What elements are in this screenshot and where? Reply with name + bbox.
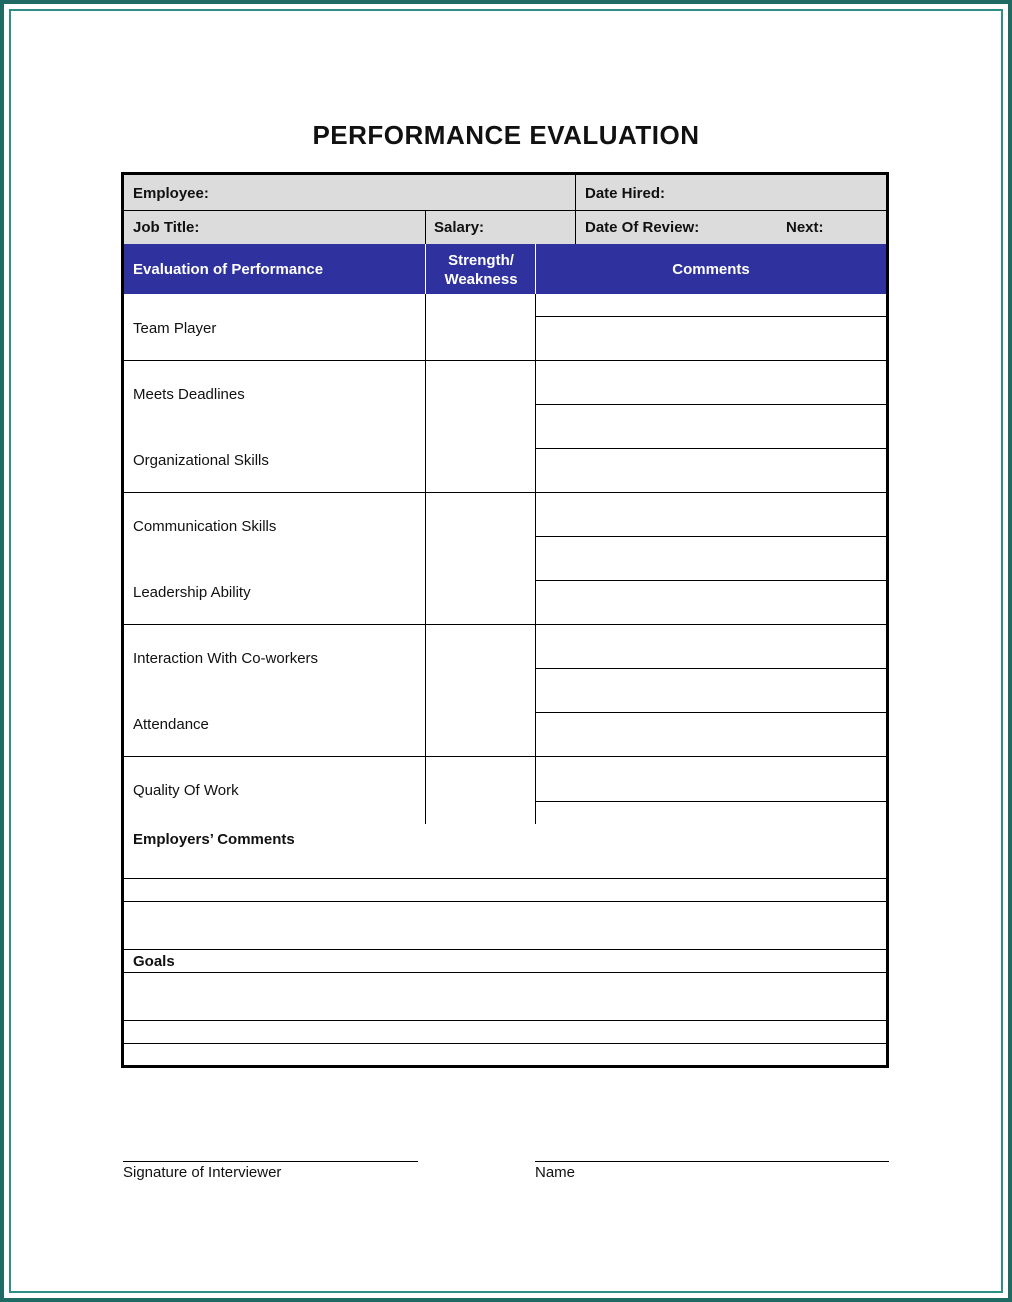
evaluation-header: Evaluation of Performance — [133, 261, 324, 278]
criterion-attendance: Attendance — [133, 716, 209, 733]
job-title-field[interactable]: Job Title: — [133, 219, 200, 236]
form-title: PERFORMANCE EVALUATION — [312, 120, 700, 150]
criterion-team-player: Team Player — [133, 320, 217, 337]
name-label: Name — [535, 1164, 576, 1181]
criterion-communication-skills: Communication Skills — [133, 518, 277, 535]
employers-comments-label: Employers’ Comments — [133, 831, 295, 848]
criterion-interaction-with-co-workers: Interaction With Co-workers — [133, 650, 319, 667]
interviewer-signature-label: Signature of Interviewer — [123, 1164, 282, 1181]
goals-label: Goals — [133, 953, 175, 970]
strength-weakness-header: Strength/ Weakness — [444, 252, 518, 288]
employee-field[interactable]: Employee: — [133, 185, 209, 202]
salary-field[interactable]: Salary: — [434, 219, 485, 236]
evaluation-form — [121, 172, 889, 1068]
criterion-meets-deadlines: Meets Deadlines — [133, 386, 245, 403]
next-review-field[interactable]: Next: — [786, 219, 824, 236]
comments-header: Comments — [672, 261, 750, 278]
date-of-review-field[interactable]: Date Of Review: — [585, 219, 700, 236]
name-signature-line[interactable] — [535, 1161, 889, 1162]
date-hired-field[interactable]: Date Hired: — [585, 185, 666, 202]
criterion-organizational-skills: Organizational Skills — [133, 452, 269, 469]
interviewer-signature-line[interactable] — [123, 1161, 418, 1162]
criterion-quality-of-work: Quality Of Work — [133, 782, 239, 799]
criterion-leadership-ability: Leadership Ability — [133, 584, 251, 601]
